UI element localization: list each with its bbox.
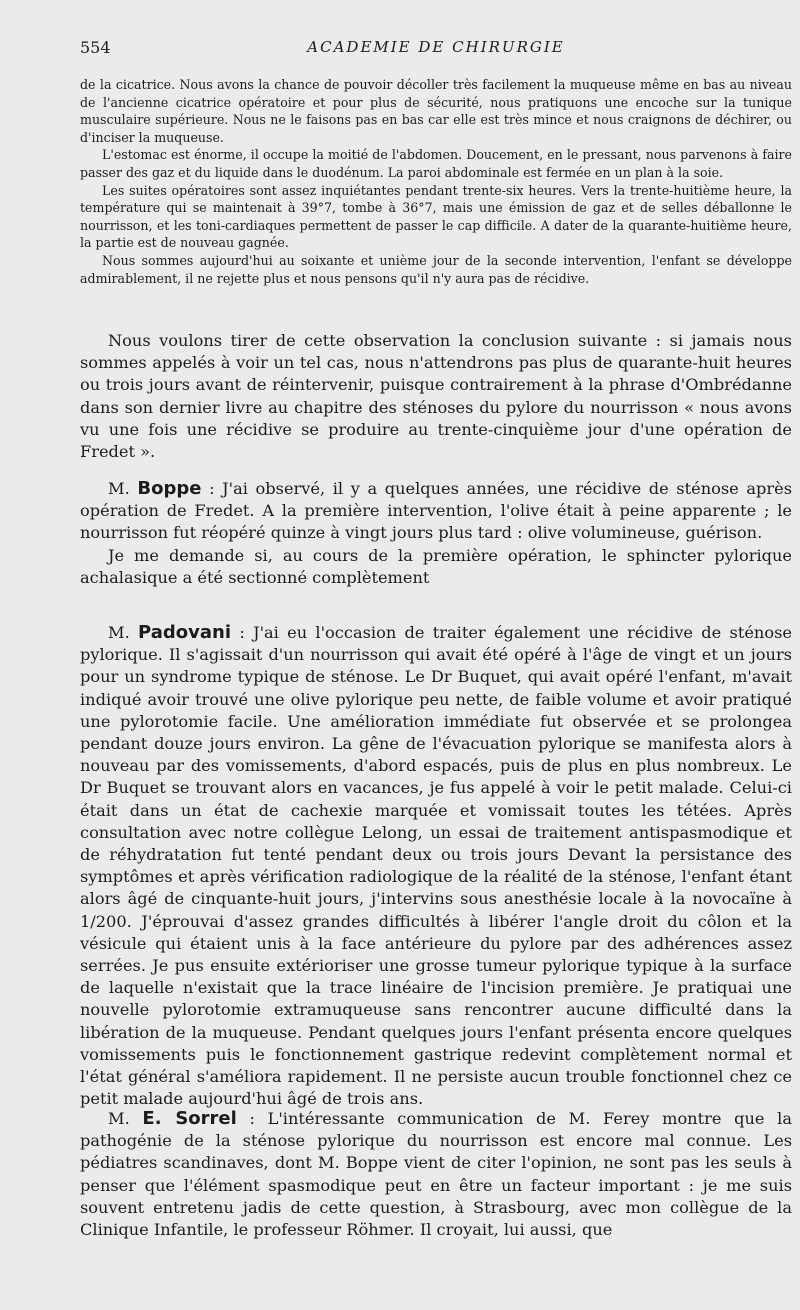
sorrel-paragraph bbox=[80, 1108, 792, 1241]
boppe-section bbox=[80, 478, 792, 589]
speaker-prefix: M. bbox=[108, 623, 130, 642]
paragraph: de la cicatrice. Nous avons la chance de pouvoir décoller très facilement la muqueuse même en bas au niveau de l'ancienne cicatrice opératoire et pour plus de sécurité, nous pratiquons une encoche sur la tunique musculaire supérieure. Nous ne le faisons pas en bas car elle est très mince et nous craignons de déchirer, ou d'inciser la muqueuse. bbox=[80, 77, 792, 145]
speaker-prefix: M. bbox=[108, 479, 130, 498]
padovani-paragraph bbox=[80, 622, 792, 1110]
sorrel-section bbox=[80, 1108, 792, 1241]
speaker-name: Padovani bbox=[138, 622, 232, 643]
padovani-text: J'ai eu l'occasion de traiter également une récidive de sténose pylorique. Il s'agissait d'un nourrisson qui avait été opéré à l'âge de vingt et un jours pour un syndrome typique de sténose. Le Dr Buquet, qui avait opéré l'enfant, m'avait indiqué avoir trouvé une olive pylorique peu nette, de faible volume et avoir pratiqué une pylorotomie facile. Une amélioration immédiate fut observée et se prolongea pendant douze jours environ. La gêne de l'évacuation pylorique se manifesta alors à nouveau par des vomissements, d'abord espacés, puis de plus en plus nombreux. Le Dr Buquet se trouvant alors en vacances, je fus appelé à voir le petit malade. Celui-ci était dans un état de cachexie marquée et vomissait toutes les tétées. Après consultation avec notre collègue Lelong, un essai de traitement antispasmodique et de réhydratation fut tenté pendant deux ou trois jours Devant la persistance des symptômes et après vérification radiologique de la réalité de la sténose, l'enfant étant alors âgé de cinquante-huit jours, j'intervins sous anesthésie locale à la novocaïne à 1/200. J'éprouvai d'assez grandes difficultés à libérer l'angle droit du côlon et la vésicule qui étaient unis à la face antérieure du pylore par des adhérences assez serrées. Je pus ensuite extérioriser une grosse tumeur pylorique typique à la surface de laquelle n'existait que la trace linéaire de l'incision première. Je pratiquai une nouvelle pylorotomie extramuqueuse sans rencontrer aucune difficulté dans la libération de la muqueuse. Pendant quelques jours l'enfant présenta encore quelques vomissements puis le fonctionnement gastrique redevint complètement normal et l'état général s'améliora rapidement. Il ne persiste aucun trouble fonctionnel chez ce petit malade aujourd'hui âgé de trois ans. bbox=[80, 623, 792, 1109]
boppe-paragraph bbox=[80, 478, 792, 545]
padovani-section bbox=[80, 622, 792, 1110]
speaker-name: Boppe bbox=[137, 478, 202, 499]
observation-end bbox=[80, 76, 792, 287]
speaker-separator: : bbox=[249, 1109, 255, 1128]
speaker-separator: : bbox=[209, 479, 215, 498]
paragraph: L'estomac est énorme, il occupe la moitié de l'abdomen. Doucement, en le pressant, nous parvenons à faire passer des gaz et du liquide dans le duodénum. La paroi abdominale est fermée en un plan à la soie. bbox=[80, 147, 792, 180]
conclusion-section bbox=[80, 330, 792, 463]
boppe-text: J'ai observé, il y a quelques années, une récidive de sténose après opération de Fredet. A la première intervention, l'olive était à peine apparente ; le nourrisson fut réopéré quinze à vingt jours plus tard : olive volumineuse, guérison. bbox=[80, 479, 793, 543]
running-head bbox=[80, 38, 792, 62]
speaker-separator: : bbox=[239, 623, 245, 642]
page-number: 554 bbox=[80, 38, 111, 57]
speaker-prefix: M. bbox=[108, 1109, 130, 1128]
paragraph: Les suites opératoires sont assez inquiétantes pendant trente-six heures. Vers la trente-huitième heure, la température qui se maintenait à 39°7, tombe à 36°7, mais une émission de gaz et de selles déballonne le nourrisson, et les toni-cardiaques permettent de passer le cap difficile. A dater de la quarante-huitième heure, la partie est de nouveau gagnée. bbox=[80, 182, 792, 251]
conclusion-paragraph: Nous voulons tirer de cette observation la conclusion suivante : si jamais nous sommes appelés à voir un tel cas, nous n'attendrons pas plus de quarante-huit heures ou trois jours avant de réintervenir, puisque contrairement à la phrase d'Ombrédanne dans son dernier livre au chapitre des sténoses du pylore du nourrisson « nous avons vu une fois une récidive se produire au trente-cinquième jour d'une opération de Fredet ». bbox=[80, 331, 792, 462]
sorrel-text: L'intéressante communication de M. Ferey montre que la pathogénie de la sténose pylorique du nourrisson est encore mal connue. Les pédiatres scandinaves, dont M. Boppe vient de citer l'opinion, ne sont pas les seuls à penser que l'élément spasmodique peut en être un facteur important : je me suis souvent entretenu jadis de cette question, à Strasbourg, avec mon collègue de la Clinique Infantile, le professeur Röhmer. Il croyait, lui aussi, que bbox=[80, 1109, 792, 1240]
paragraph: Nous sommes aujourd'hui au soixante et unième jour de la seconde intervention, l'enfant se développe admirablement, il ne rejette plus et nous pensons qu'il n'y aura pas de récidive. bbox=[80, 252, 792, 286]
speaker-name: E. Sorrel bbox=[142, 1108, 237, 1129]
boppe-paragraph-2: Je me demande si, au cours de la première opération, le sphincter pylorique achalasique a été sectionné complètement bbox=[80, 545, 792, 587]
journal-title: ACADEMIE DE CHIRURGIE bbox=[307, 38, 565, 56]
